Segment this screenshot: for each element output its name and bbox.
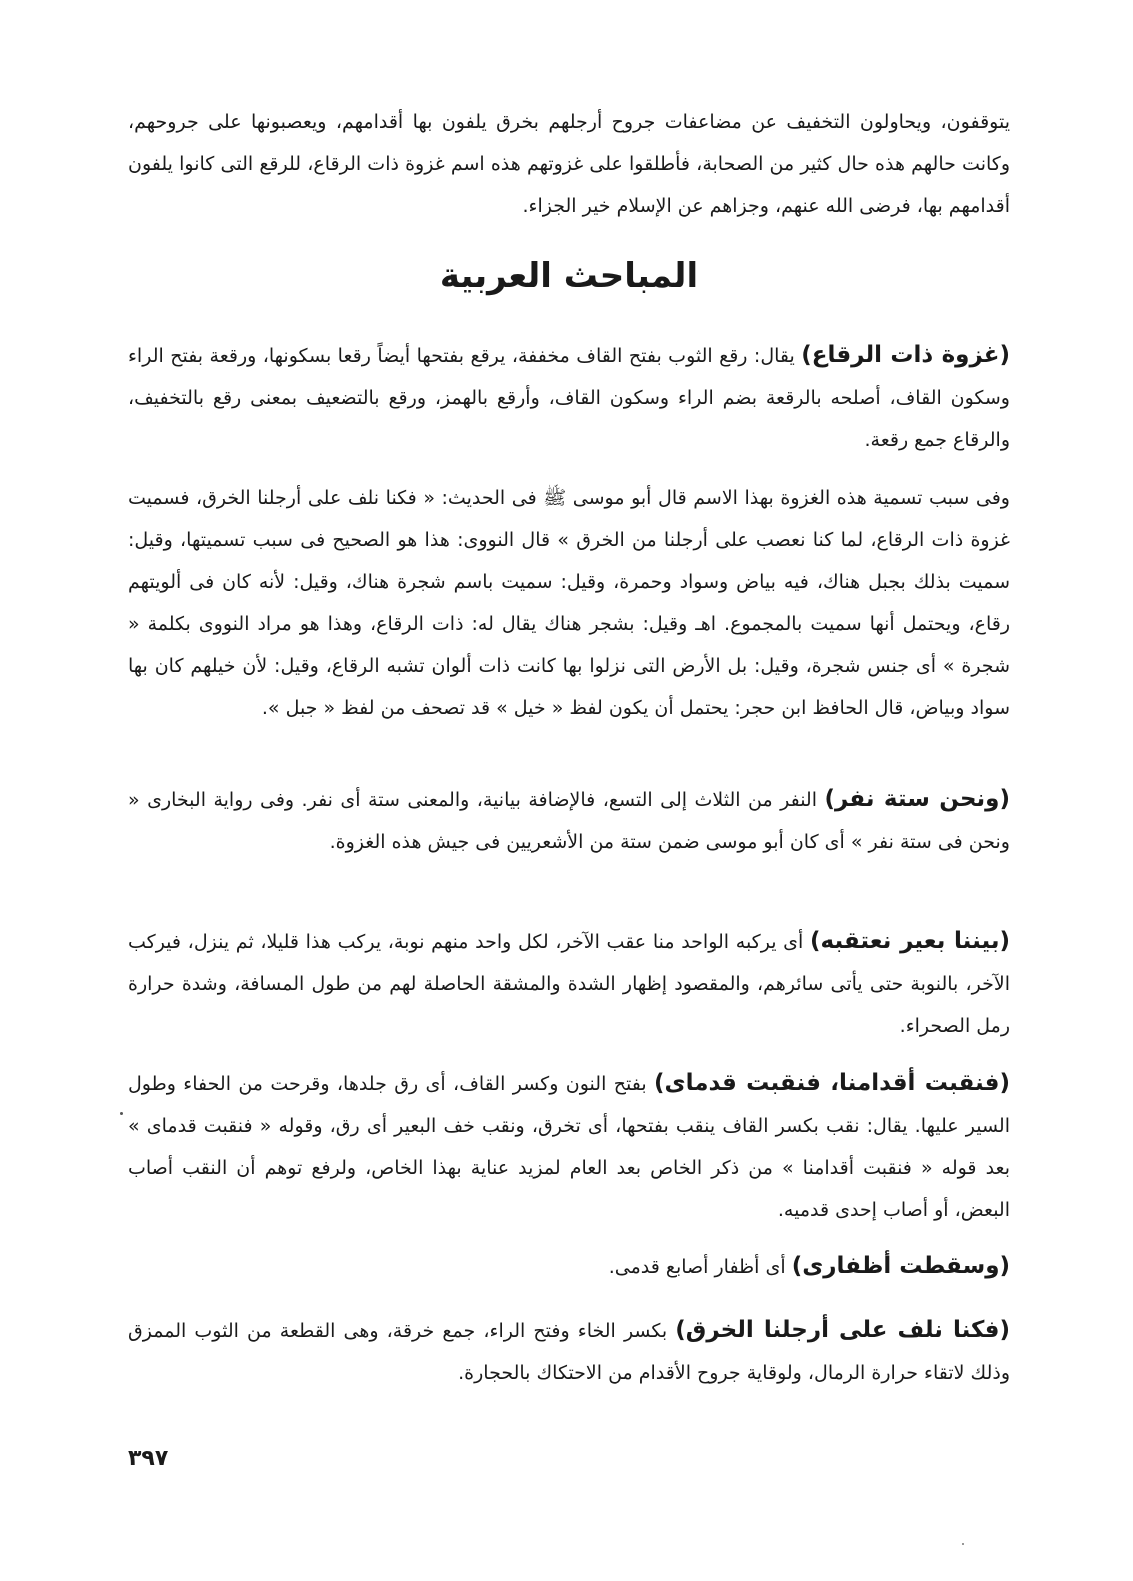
paragraph-body: أى أظفار أصابع قدمى. (608, 1256, 792, 1278)
margin-mark (120, 1112, 123, 1115)
paragraph-body: يقال: رقع الثوب بفتح القاف مخففة، يرقع بفتحها أيضاً رقعا بسكونها، ورقعة بفتح الراء وسكون القاف، أصلحه بالرقعة بضم الراء وسكون القاف، وأرقع بالهمز، ورقع بالتضعيف بمعنى رقع بالتخفيف، والرقاع جمع رقعة. (128, 345, 1010, 451)
margin-dot (962, 1543, 964, 1545)
paragraph-baair-natqibuh (128, 920, 1010, 1047)
paragraph-term: (فكنا نلف على أرجلنا الخرق) (675, 1317, 1010, 1343)
paragraph-naqibat-aqdamuna (128, 1062, 1010, 1231)
paragraph-term: (غزوة ذات الرقاع) (801, 342, 1010, 368)
paragraph-saqatat-azfari (128, 1245, 1010, 1288)
paragraph-body: بكسر الخاء وفتح الراء، جمع خرقة، وهى القطعة من الثوب الممزق وذلك لاتقاء حرارة الرمال، ولوقاية جروح الأقدام من الاحتكاك بالحجارة. (128, 1320, 1010, 1384)
paragraph-ghazwat-dhat-al-riqa (128, 334, 1010, 461)
paragraph-term: (وسقطت أظفارى) (791, 1253, 1010, 1279)
paragraph-term: (فنقبت أقدامنا، فنقبت قدماى) (654, 1070, 1010, 1096)
paragraph-body: النفر من الثلاث إلى التسع، فالإضافة بيانية، والمعنى ستة أى نفر. وفى رواية البخارى « ونحن فى ستة نفر » أى كان أبو موسى ضمن ستة من الأشعريين فى جيش هذه الغزوة. (128, 789, 1010, 853)
page-number: ٣٩٧ (128, 1446, 169, 1471)
paragraph-sittat-nafar (128, 778, 1010, 863)
paragraph-body: وفى سبب تسمية هذه الغزوة بهذا الاسم قال أبو موسى ﷺ فى الحديث: « فكنا نلف على أرجلنا الخرق، فسميت غزوة ذات الرقاع، لما كنا نعصب على أرجلنا من الخرق » قال النووى: هذا هو الصحيح فى سبب تسميتها، وقيل: سميت بذلك بجبل هناك، فيه بياض وسواد وحمرة، وقيل: سميت باسم شجرة هناك، وقيل: لأنه كان فى ألويتهم رقاع، ويحتمل أنها سميت بالمجموع. اهـ وقيل: بشجر هناك يقال له: ذات الرقاع، وهذا هو مراد النووى بكلمة « شجرة » أى جنس شجرة، وقيل: بل الأرض التى نزلوا بها كانت ذات ألوان تشبه الرقاع، وقيل: لأن خيلهم كان بها سواد وبياض، قال الحافظ ابن حجر: يحتمل أن يكون لفظ « خيل » قد تصحف من لفظ « جبل ». (128, 487, 1010, 719)
paragraph-naming-reason (128, 477, 1010, 729)
paragraph-term: (ونحن ستة نفر) (824, 786, 1010, 812)
section-title: المباحث العربية (439, 256, 699, 296)
paragraph-nalluf-al-khiraq (128, 1309, 1010, 1394)
intro-paragraph: يتوقفون، ويحاولون التخفيف عن مضاعفات جروح أرجلهم بخرق يلفون بها أقدامهم، ويعصبونها على جروحهم، وكانت حالهم هذه حال كثير من الصحابة، فأطلقوا على غزوتهم هذه اسم غزوة ذات الرقاع، للرقع التى كانوا يلفون أقدامهم بها، فرضى الله عنهم، وجزاهم عن الإسلام خير الجزاء. (128, 111, 1010, 217)
paragraph-body: أى يركبه الواحد منا عقب الآخر، لكل واحد منهم نوبة، يركب هذا قليلا، ثم ينزل، فيركب الآخر، بالنوبة حتى يأتى سائرهم، والمقصود إظهار الشدة والمشقة الحاصلة لهم من طول المسافة، وشدة حرارة رمل الصحراء. (128, 931, 1010, 1037)
paragraph-body: بفتح النون وكسر القاف، أى رق جلدها، وقرحت من الحفاء وطول السير عليها. يقال: نقب بكسر القاف ينقب بفتحها، أى تخرق، ونقب خف البعير أى رق، وقوله « فنقبت قدماى » بعد قوله « فنقبت أقدامنا » من ذكر الخاص بعد العام لمزيد عناية بهذا الخاص، ولرفع توهم أن النقب أصاب البعض، أو أصاب إحدى قدميه. (128, 1073, 1010, 1221)
paragraph-term: (بيننا بعير نعتقبه) (810, 928, 1010, 954)
